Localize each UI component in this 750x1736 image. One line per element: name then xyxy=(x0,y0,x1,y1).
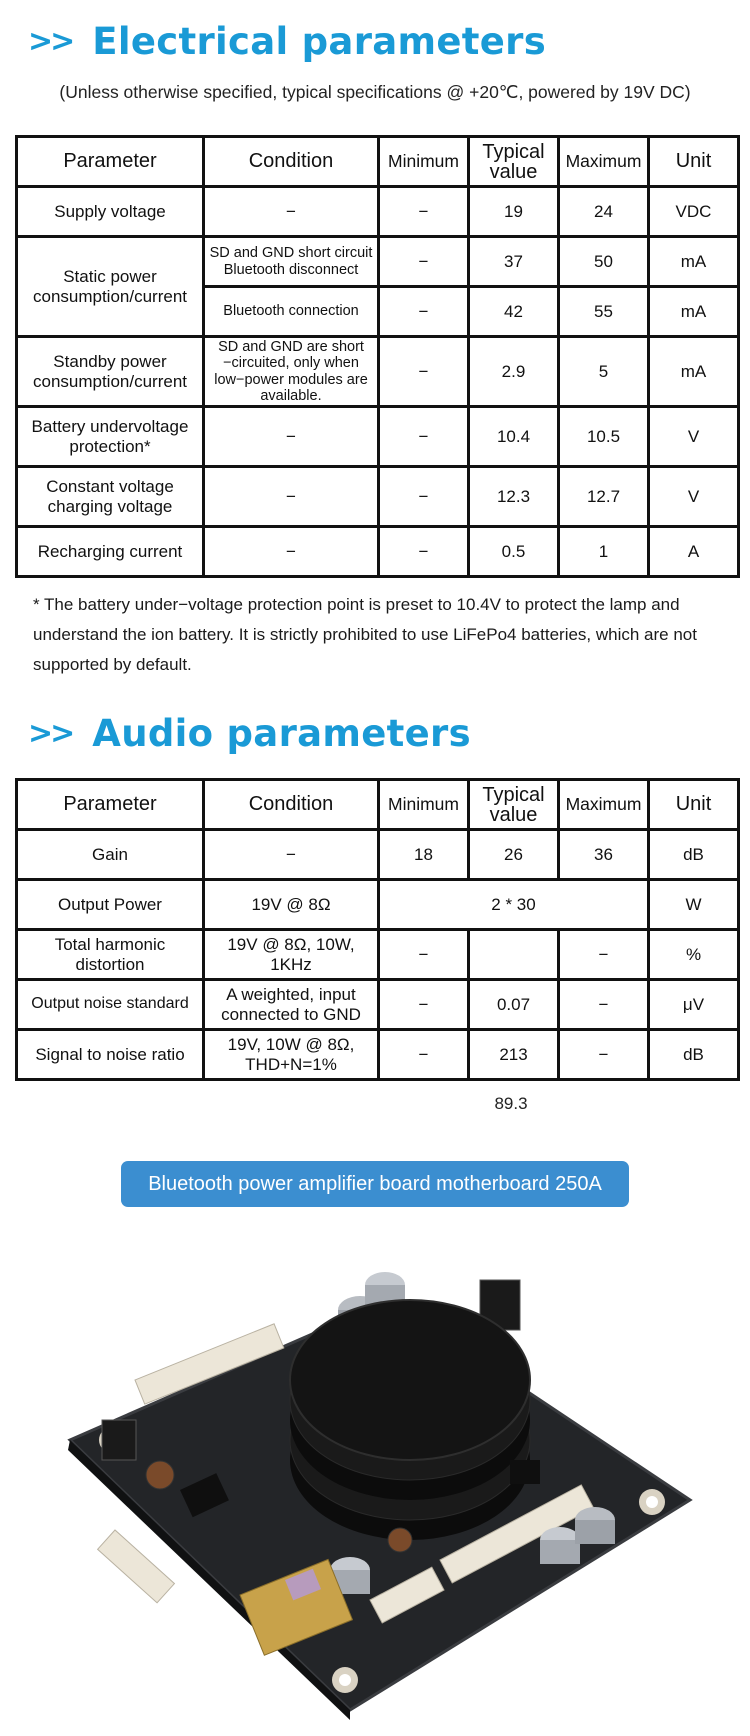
audio-table xyxy=(15,778,740,1081)
cell-minimum: 18 xyxy=(379,830,469,880)
cell-unit: W xyxy=(649,880,739,930)
cell-unit: μV xyxy=(649,980,739,1030)
cell-minimum: − xyxy=(379,237,469,287)
cell-typical: 19 xyxy=(469,187,559,237)
cell-parameter: Total harmonic distortion xyxy=(17,930,204,980)
cell-typical: 2.9 xyxy=(469,337,559,407)
cell-condition: − xyxy=(204,830,379,880)
table-row xyxy=(17,527,739,577)
col-header-typical: Typical value xyxy=(469,137,559,187)
col-header-unit: Unit xyxy=(649,137,739,187)
cell-unit: V xyxy=(649,467,739,527)
col-header-parameter: Parameter xyxy=(17,780,204,830)
cell-minimum: − xyxy=(379,337,469,407)
inductor xyxy=(388,1528,412,1552)
audio-heading xyxy=(28,712,471,755)
electrical-table xyxy=(15,135,740,578)
cell-unit: mA xyxy=(649,237,739,287)
cell-merged-value: 2 * 30 xyxy=(379,880,649,930)
cell-minimum: − xyxy=(379,467,469,527)
cell-unit: dB xyxy=(649,830,739,880)
cell-minimum: − xyxy=(379,287,469,337)
cell-maximum: − xyxy=(559,1030,649,1080)
amplifier-board-image xyxy=(40,1240,720,1720)
cell-typical: 213 xyxy=(469,1030,559,1080)
cell-parameter: Output Power xyxy=(17,880,204,930)
cell-unit: mA xyxy=(649,287,739,337)
white-connector xyxy=(98,1530,175,1603)
col-header-minimum: Minimum xyxy=(379,137,469,187)
cell-parameter: Signal to noise ratio xyxy=(17,1030,204,1080)
table-row xyxy=(17,1030,739,1080)
cell-unit: dB xyxy=(649,1030,739,1080)
cell-typical: 42 xyxy=(469,287,559,337)
cell-maximum: 55 xyxy=(559,287,649,337)
inductor xyxy=(146,1461,174,1489)
cell-unit: V xyxy=(649,407,739,467)
table-row xyxy=(17,187,739,237)
table-row xyxy=(17,337,739,407)
cell-minimum: − xyxy=(379,187,469,237)
cell-condition: A weighted, input connected to GND xyxy=(204,980,379,1030)
cell-typical: 10.4 xyxy=(469,407,559,467)
cell-parameter: Battery undervoltage protection* xyxy=(17,407,204,467)
cell-maximum: − xyxy=(559,980,649,1030)
electrical-heading xyxy=(28,20,546,63)
cell-maximum: − xyxy=(559,930,649,980)
cell-minimum: − xyxy=(379,407,469,467)
audio-heading-text: Audio parameters xyxy=(92,712,471,755)
cell-minimum: − xyxy=(379,930,469,980)
col-header-condition: Condition xyxy=(204,780,379,830)
cell-parameter: Supply voltage xyxy=(17,187,204,237)
cell-unit: mA xyxy=(649,337,739,407)
cell-maximum: 10.5 xyxy=(559,407,649,467)
black-connector xyxy=(102,1420,136,1460)
table-row xyxy=(17,880,739,930)
table-row xyxy=(17,407,739,467)
cell-typical: 37 xyxy=(469,237,559,287)
cell-typical: 26 xyxy=(469,830,559,880)
cell-typical xyxy=(469,930,559,980)
cell-condition: − xyxy=(204,407,379,467)
product-banner: Bluetooth power amplifier board motherboard 250A xyxy=(121,1161,629,1207)
cell-condition: − xyxy=(204,527,379,577)
cell-unit: % xyxy=(649,930,739,980)
battery-note: * The battery under−voltage protection point is preset to 10.4V to protect the lamp and understand the ion battery. It is strictly prohibited to use LiFePo4 batteries, which are not supported by default. xyxy=(33,595,697,674)
cell-parameter: Standby power consumption/current xyxy=(17,337,204,407)
heatsink xyxy=(290,1300,530,1540)
electrical-heading-text: Electrical parameters xyxy=(92,20,547,63)
electrical-subtitle: (Unless otherwise specified, typical specifications @ +20℃, powered by 19V DC) xyxy=(59,82,691,102)
cell-condition: 19V @ 8Ω xyxy=(204,880,379,930)
cell-parameter: Gain xyxy=(17,830,204,880)
cell-maximum: 12.7 xyxy=(559,467,649,527)
cell-parameter: Output noise standard xyxy=(17,980,204,1030)
col-header-unit: Unit xyxy=(649,780,739,830)
cell-parameter: Constant voltage charging voltage xyxy=(17,467,204,527)
cell-maximum: 1 xyxy=(559,527,649,577)
snr-extra-value: 89.3 xyxy=(494,1094,528,1113)
cell-unit: VDC xyxy=(649,187,739,237)
cell-condition: − xyxy=(204,467,379,527)
col-header-typical: Typical value xyxy=(469,780,559,830)
cell-parameter: Recharging current xyxy=(17,527,204,577)
cell-typical: 0.07 xyxy=(469,980,559,1030)
cell-condition: Bluetooth connection xyxy=(204,287,379,337)
cell-minimum: − xyxy=(379,1030,469,1080)
cell-minimum: − xyxy=(379,527,469,577)
cell-condition: 19V, 10W @ 8Ω, THD+N=1% xyxy=(204,1030,379,1080)
cell-parameter: Static power consumption/current xyxy=(17,237,204,337)
col-header-minimum: Minimum xyxy=(379,780,469,830)
cell-minimum: − xyxy=(379,980,469,1030)
cell-maximum: 36 xyxy=(559,830,649,880)
table-row xyxy=(17,237,739,287)
table-row xyxy=(17,930,739,980)
cell-condition: − xyxy=(204,187,379,237)
cell-typical: 0.5 xyxy=(469,527,559,577)
ic-chip xyxy=(510,1460,540,1484)
table-header-row xyxy=(17,137,739,187)
table-row xyxy=(17,467,739,527)
double-chevron-icon: >> xyxy=(28,24,73,59)
table-row xyxy=(17,980,739,1030)
table-header-row xyxy=(17,780,739,830)
cell-maximum: 24 xyxy=(559,187,649,237)
cell-condition: SD and GND short circuit Bluetooth disconnect xyxy=(204,237,379,287)
col-header-maximum: Maximum xyxy=(559,780,649,830)
cell-unit: A xyxy=(649,527,739,577)
cell-typical: 12.3 xyxy=(469,467,559,527)
col-header-maximum: Maximum xyxy=(559,137,649,187)
cell-maximum: 5 xyxy=(559,337,649,407)
double-chevron-icon: >> xyxy=(28,716,73,751)
col-header-condition: Condition xyxy=(204,137,379,187)
cell-condition: 19V @ 8Ω, 10W, 1KHz xyxy=(204,930,379,980)
table-row xyxy=(17,830,739,880)
cell-maximum: 50 xyxy=(559,237,649,287)
cell-condition: SD and GND are short −circuited, only when low−power modules are available. xyxy=(204,337,379,407)
col-header-parameter: Parameter xyxy=(17,137,204,187)
